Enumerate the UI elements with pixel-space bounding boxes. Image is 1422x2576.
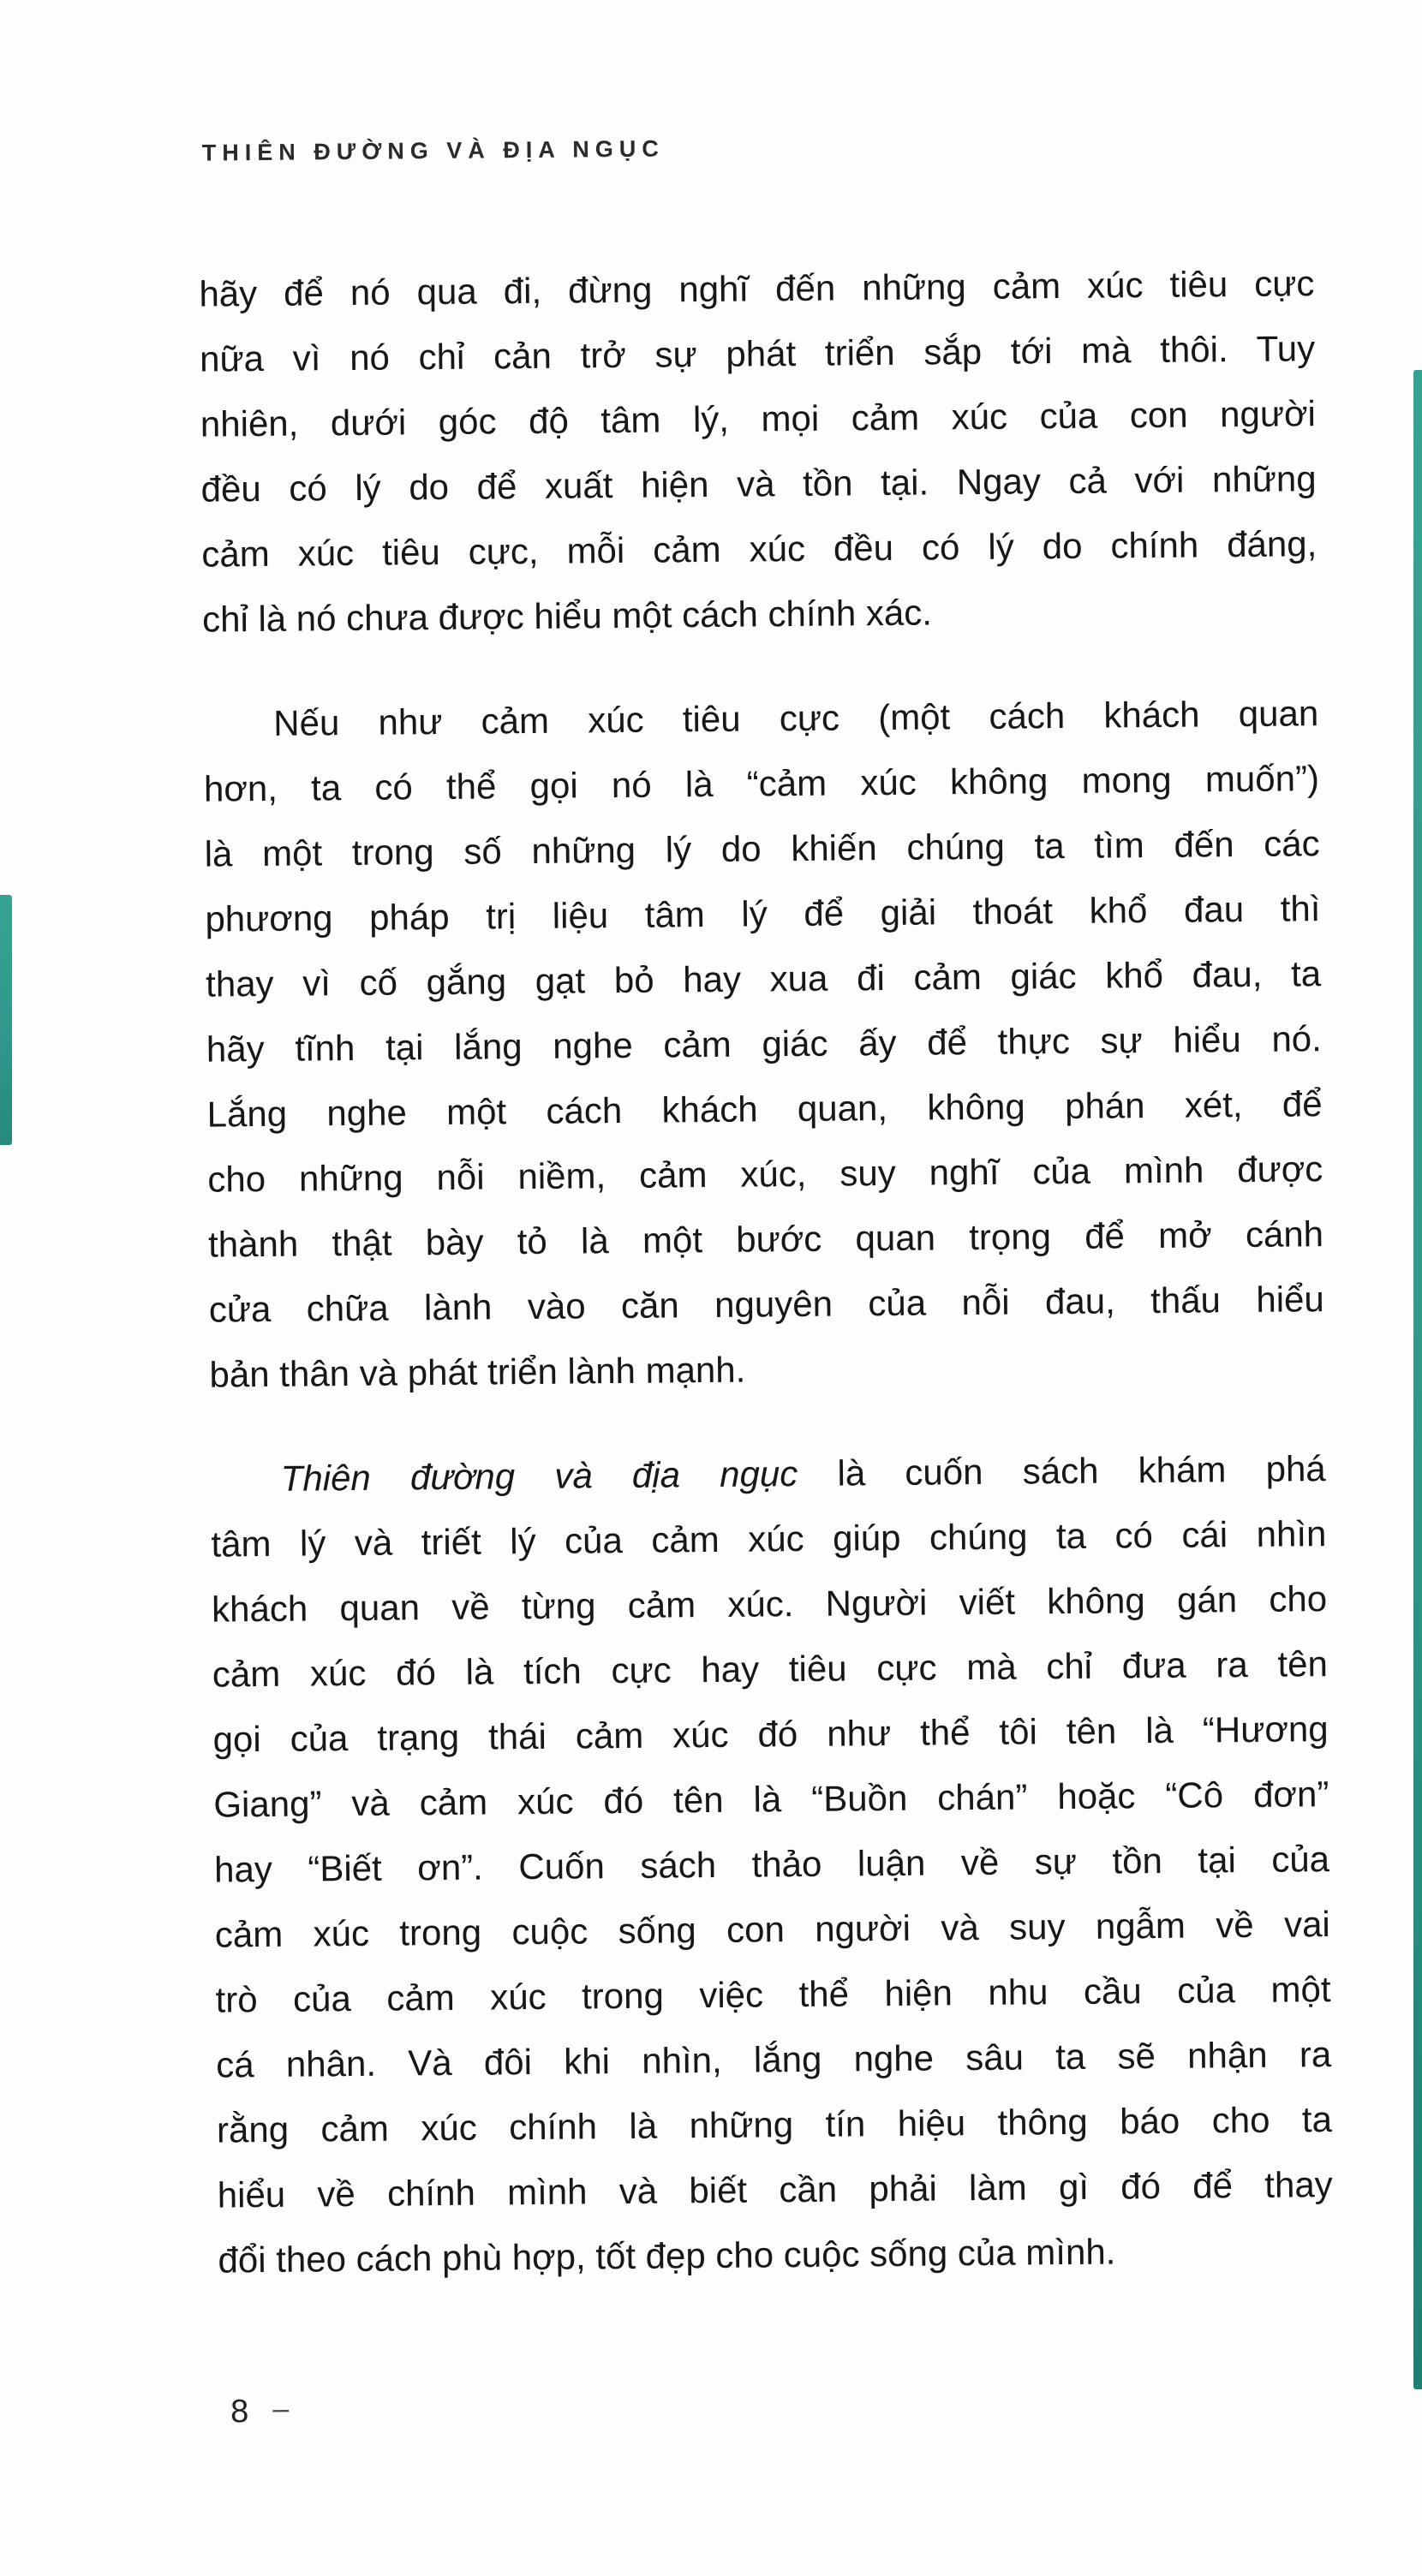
- text-line: chỉ là nó chưa được hiểu một cách chính xác.: [201, 592, 933, 640]
- text-line: thay vì cố gắng gạt bỏ hay xua đi cảm giác khổ đau, ta: [205, 953, 1322, 1005]
- body-text-column: [199, 251, 1334, 2332]
- text-line: hãy để nó qua đi, đừng nghĩ đến những cảm xúc tiêu cực: [199, 263, 1315, 314]
- text-line: Nếu như cảm xúc tiêu cực (một cách khách quan: [273, 693, 1319, 743]
- text-line: thành thật bày tỏ là một bước quan trọng để mở cánh: [207, 1213, 1324, 1265]
- text-line: Giang” và cảm xúc đó tên là “Buồn chán” hoặc “Cô đơn”: [213, 1774, 1329, 1825]
- text-line: nhiên, dưới góc độ tâm lý, mọi cảm xúc của con người: [200, 393, 1317, 444]
- book-title-italic: Thiên đường và địa ngục: [280, 1453, 798, 1499]
- text-line: bản thân và phát triển lành mạnh.: [209, 1349, 746, 1395]
- text-line: cho những nỗi niềm, cảm xúc, suy nghĩ của mình được: [207, 1148, 1323, 1200]
- text-line: rằng cảm xúc chính là những tín hiệu thông báo cho ta: [216, 2099, 1333, 2150]
- text-line: nữa vì nó chỉ cản trở sự phát triển sắp tới mà thôi. Tuy: [199, 328, 1316, 379]
- text-line: gọi của trạng thái cảm xúc đó như thể tôi tên là “Hương: [212, 1708, 1329, 1760]
- text-line: cảm xúc trong cuộc sống con người và suy ngẫm về vai: [214, 1904, 1330, 1955]
- text-line: phương pháp trị liệu tâm lý để giải thoát khổ đau thì: [205, 888, 1321, 939]
- text-line: cảm xúc đó là tích cực hay tiêu cực mà chỉ đưa ra tên: [212, 1643, 1329, 1695]
- paragraph-1: [199, 251, 1317, 652]
- text-line: đổi theo cách phù hợp, tốt đẹp cho cuộc sống của mình.: [218, 2231, 1116, 2281]
- text-line: [210, 1436, 1326, 1512]
- paragraph-2: [203, 681, 1325, 1407]
- page-number-dash: –: [272, 2392, 290, 2425]
- text-line: trò của cảm xúc trong việc thể hiện nhu cầu của một: [215, 1969, 1331, 2020]
- text-line: cảm xúc tiêu cực, mỗi cảm xúc đều có lý do chính đáng,: [201, 523, 1317, 575]
- page-number: [230, 2394, 289, 2431]
- page-number-value: 8: [230, 2394, 249, 2430]
- running-header: THIÊN ĐƯỜNG VÀ ĐỊA NGỤC: [201, 135, 665, 166]
- text-line: hay “Biết ơn”. Cuốn sách thảo luận về sự tồn tại của: [213, 1839, 1330, 1890]
- text-line: tâm lý và triết lý của cảm xúc giúp chúng ta có cái nhìn: [211, 1513, 1327, 1565]
- text-line: đều có lý do để xuất hiện và tồn tại. Ngay cả với những: [200, 458, 1317, 510]
- text-line: khách quan về từng cảm xúc. Người viết không gán cho: [211, 1578, 1328, 1630]
- text-line: cá nhân. Và đôi khi nhìn, lắng nghe sâu ta sẽ nhận ra: [216, 2034, 1332, 2085]
- text-line: hiểu về chính mình và biết cần phải làm gì đó để thay: [217, 2164, 1333, 2215]
- text-line: hãy tĩnh tại lắng nghe cảm giác ấy để thực sự hiểu nó.: [206, 1018, 1323, 1070]
- text-line-rest: là cuốn sách khám phá: [798, 1448, 1326, 1494]
- text-line: Lắng nghe một cách khách quan, không phán xét, để: [206, 1083, 1323, 1135]
- text-line: cửa chữa lành vào căn nguyên của nỗi đau, thấu hiểu: [208, 1279, 1324, 1330]
- text-line: hơn, ta có thể gọi nó là “cảm xúc không mong muốn”): [203, 758, 1320, 809]
- text-line: là một trong số những lý do khiến chúng ta tìm đến các: [204, 823, 1320, 874]
- paragraph-3: [210, 1436, 1333, 2293]
